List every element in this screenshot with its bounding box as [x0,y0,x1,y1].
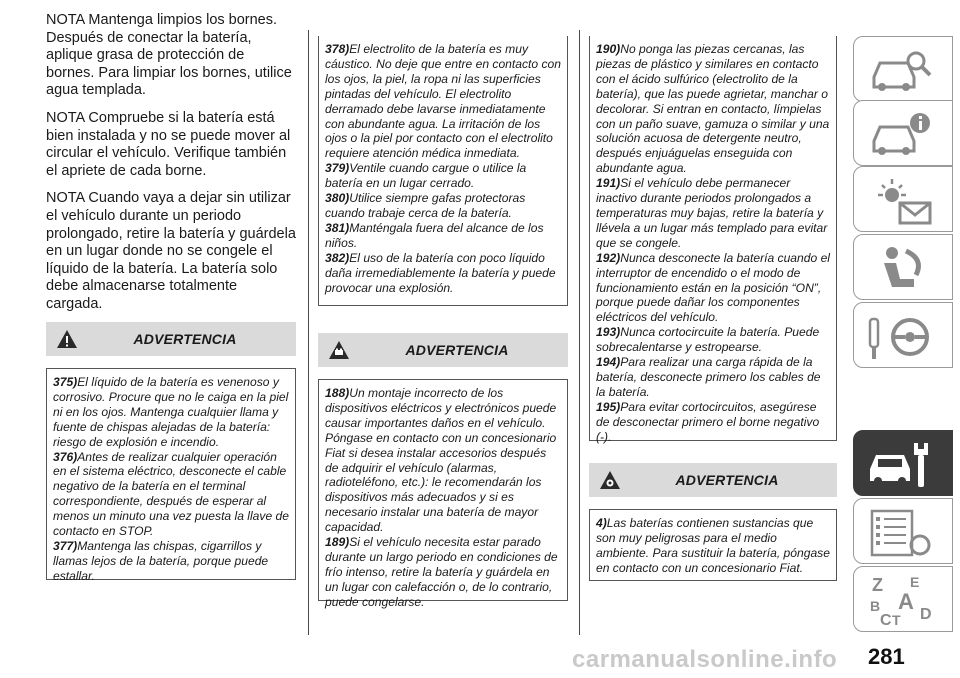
warning-title: ADVERTENCIA [675,472,779,488]
warning-item-number: 4) [596,516,607,530]
nav-tab-car-search[interactable] [853,36,953,102]
warning-item-number: 375) [53,375,78,389]
airbag-seat-icon [866,241,938,297]
column-divider [308,30,309,635]
index-letter: B [870,598,881,614]
warning-item [596,176,830,251]
nav-tab-car-info[interactable] [853,100,953,166]
battery-warning-icon [328,340,350,360]
key-steering-icon [866,309,938,365]
warning-item [53,539,289,584]
warning-item-text: Mantenga las chispas, cigarrillos y llamas lejos de la batería, porque puede estallar. [53,538,269,583]
warning-item-text: Si el vehículo necesita estar parado durante un largo periodo en condiciones de frío intenso, retire la batería y guárdela en un lugar con calefacción o, de lo contrario, puede congelarse. [325,535,558,609]
alphabet-index-icon [866,573,938,629]
index-letter: A [898,589,914,614]
warning-item-number: 194) [596,355,621,370]
warning-item-text: Las baterías contienen sustancias que son muy peligrosas para el medio ambiente. Para sustituir la batería, póngase en contacto con un concesionario Fiat. [596,516,830,575]
warning-item [325,386,561,535]
warning-item [596,251,830,326]
warning-item-number: 195) [596,399,621,414]
warning-item-text: Nunca desconecte la batería cuando el interruptor de encendido o el modo de funcionamiento están en la posición “ON”, porque puede dañar los componentes eléctricos del vehículo. [596,250,830,325]
environment-warning-icon [599,470,621,490]
warning-item-number: 377) [53,538,78,553]
warning-item-number: 379) [325,161,350,176]
checklist-icon [866,505,938,561]
warning-item-text: El electrolito de la batería es muy cáustico. No deje que entre en contacto con los ojos, la piel, la ropa ni las superficies pintadas del vehículo. El electrolito derramado debe lavarse inmediatamente con abundante agua. La irritación de los ojos o la piel por contacto con el electrolito requiere atención médica inmediata. [325,42,561,161]
warning-item [325,42,561,161]
page-number: 281 [868,644,905,669]
warning-item-text: El uso de la batería con poco líquido daña irremediablemente la batería y puede provocar una explosión. [325,250,556,295]
car-service-icon [866,437,938,493]
nav-tab-checklist[interactable] [853,498,953,564]
warning-item-number: 382) [325,250,350,265]
warning-item [596,516,830,576]
nav-tab-airbag-seat[interactable] [853,234,953,300]
warning-box-continued [318,36,568,306]
warning-item-number: 193) [596,325,621,340]
warning-triangle-icon [56,329,78,349]
warning-item-number: 188) [325,386,350,400]
warning-item-number: 189) [325,535,350,550]
warning-item-text: Antes de realizar cualquier operación en el sistema eléctrico, desconecte el cable negativo de la batería en el terminal correspondiente, después de esperar al menos un minuto una vez puesta la llave de contacto en STOP. [53,449,289,539]
warning-item-number: 192) [596,250,621,265]
warning-item-number: 378) [325,42,350,56]
warning-item [325,191,561,221]
note-installation: NOTA Compruebe si la batería está bien instalada y no se puede mover al circular el vehículo. Verifique también el apriete de cada borne. [46,109,291,179]
note-terminals: NOTA Mantenga limpios los bornes. Después de conectar la batería, aplique grasa de protección de bornes. Para limpiar los bornes, utilice agua templada. [46,12,292,99]
warning-header [46,322,296,356]
warning-item [53,375,289,450]
nav-tab-alphabet-index[interactable] [853,566,953,632]
note-storage: NOTA Cuando vaya a dejar sin utilizar el vehículo durante un periodo prolongado, retire la batería y guárdela en un lugar donde no se congele el líquido de la batería. La batería solo debe almacenarse totalmente cargada. [46,190,296,312]
index-letter: C [880,612,892,629]
warning-item-text: Ventile cuando cargue o utilice la batería en un lugar cerrado. [325,161,527,191]
warning-item-text: No ponga las piezas cercanas, las piezas de plástico y similares en contacto con el ácido sulfúrico (electrolito de la batería), que las puede agrietar, manchar o decolorar. Si entran en contacto, límpielas con un paño suave, gamuza o similar y una solución acuosa de detergente neutro, después enjuáguelas enseguida con abundante agua. [596,42,830,176]
warning-title: ADVERTENCIA [133,331,237,347]
car-info-icon [866,107,938,163]
watermark: carmanualsonline.info [572,646,838,673]
warning-box-continued [589,36,837,444]
warning-item [325,251,561,296]
warning-box [318,379,568,609]
warning-box [46,368,296,583]
nav-tab-warning-lights[interactable] [853,166,953,232]
warning-item-number: 190) [596,42,621,56]
warning-item [596,325,830,355]
index-letter: Z [872,575,883,595]
warning-item [596,400,830,445]
warning-item-text: Nunca cortocircuite la batería. Puede sobrecalentarse y estropearse. [596,325,820,355]
warning-item-text: El líquido de la batería es venenoso y corrosivo. Procure que no le caiga en la piel ni en los ojos. Mantenga cualquier llama y fuente de chispas alejadas de la batería: riesgo de explosión e incendio. [53,375,289,449]
warning-item-text: Para realizar una carga rápida de la batería, desconecte primero los cables de la batería. [596,355,821,399]
nav-tab-car-service[interactable] [853,430,953,496]
warning-item-text: Si el vehículo debe permanecer inactivo durante periodos prolongados a temperaturas muy bajas, retire la batería y llévela a un lugar más templado para evitar que se congele. [596,176,828,250]
index-letter: T [892,612,901,628]
warning-item-text: Un montaje incorrecto de los dispositivos eléctricos y electrónicos puede causar importantes daños en el vehículo. Póngase en contacto con un concesionario Fiat si desea instalar accesorios después de adquirir el vehículo (alarmas, radioteléfono, etc.): le recomendarán los dispositivos más adecuados y si es necesario instalar una batería de mayor capacidad. [325,386,557,535]
warning-item-number: 376) [53,449,78,464]
warning-item-number: 381) [325,220,350,235]
warning-item [53,450,289,539]
warning-header [318,333,568,367]
nav-tab-key-steering[interactable] [853,302,953,368]
warning-item-number: 191) [596,176,621,191]
column-divider [579,30,580,635]
warning-item-number: 380) [325,191,350,206]
warning-item [325,221,561,251]
warning-item-text: Utilice siempre gafas protectoras cuando trabaje cerca de la batería. [325,191,526,220]
warning-item [325,161,561,191]
car-search-icon [866,43,938,99]
warning-lights-icon [866,173,938,229]
index-letter: D [920,606,932,623]
warning-header [589,463,837,497]
notes-column [46,12,296,324]
warning-item [325,535,561,610]
warning-item [596,42,830,176]
warning-box [589,509,837,581]
warning-item-text: Para evitar cortocircuitos, asegúrese de desconectar primero el borne negativo (-). [596,399,820,444]
warning-item [596,355,830,400]
warning-item-text: Manténgala fuera del alcance de los niños. [325,220,544,250]
warning-title: ADVERTENCIA [405,342,509,358]
index-letter: E [910,574,920,590]
